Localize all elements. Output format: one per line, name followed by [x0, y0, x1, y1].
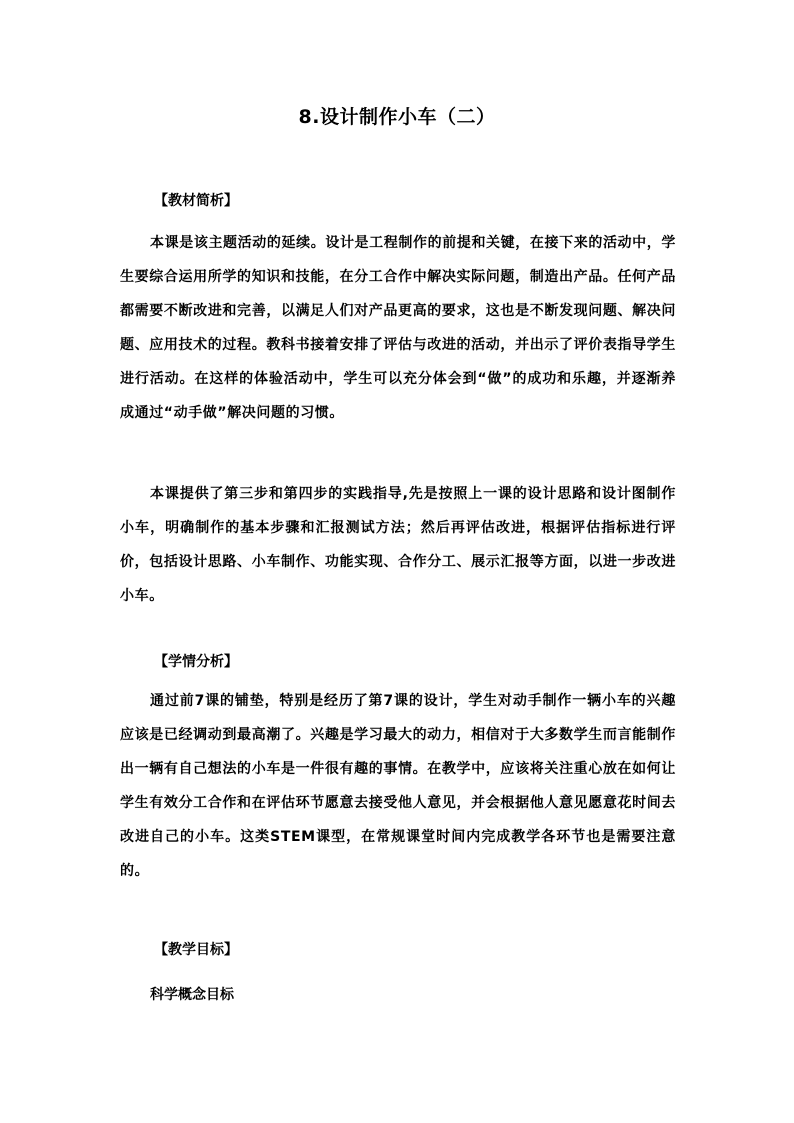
heading-text: 【学情分析】 [154, 654, 238, 670]
paragraph-students-1 [120, 684, 676, 888]
paragraph-text: 本课提供了第三步和第四步的实践指导,先是按照上一课的设计思路和设计图制作小车，明确制作的基本步骤和汇报测试方法；然后再评估改进，根据评估指标进行评价，包括设计思路、小车制作、功能实现、合作分工、展示汇报等方面，以进一步改进小车。 [120, 486, 676, 604]
section-heading-students [120, 652, 676, 672]
subheading-science-concepts [120, 985, 676, 1005]
heading-text: 【教学目标】 [154, 942, 238, 958]
heading-text: 【教材简析】 [154, 193, 238, 209]
paragraph-analysis-2 [120, 477, 676, 613]
section-heading-analysis [120, 191, 676, 211]
paragraph-text: 本课是该主题活动的延续。设计是工程制作的前提和关键，在接下来的活动中，学生要综合运用所学的知识和技能，在分工合作中解决实际问题，制造出产品。任何产品都需要不断改进和完善，以满足人们对产品更高的要求，这也是不断发现问题、解决问题、应用技术的过程。教科书接着安排了评估与改进的活动，并出示了评价表指导学生进行活动。在这样的体验活动中，学生可以充分体会到“做”的成功和乐趣，并逐渐养成通过“动手做”解决问题的习惯。 [120, 235, 676, 421]
page-title: 8.设计制作小车（二） [298, 106, 496, 128]
paragraph-text: 通过前7课的铺垫，特别是经历了第7课的设计，学生对动手制作一辆小车的兴趣应该是已经调动到最高潮了。兴趣是学习最大的动力，相信对于大多数学生而言能制作出一辆有自己想法的小车是一件很有趣的事情。在教学中，应该将关注重心放在如何让学生有效分工合作和在评估环节愿意去接受他人意见，并会根据他人意见愿意花时间去改进自己的小车。这类STEM课型，在常规课堂时间内完成教学各环节也是需要注意的。 [120, 693, 676, 879]
section-heading-goals [120, 940, 676, 960]
subheading-text: 科学概念目标 [150, 987, 234, 1003]
paragraph-analysis-1 [120, 226, 676, 430]
